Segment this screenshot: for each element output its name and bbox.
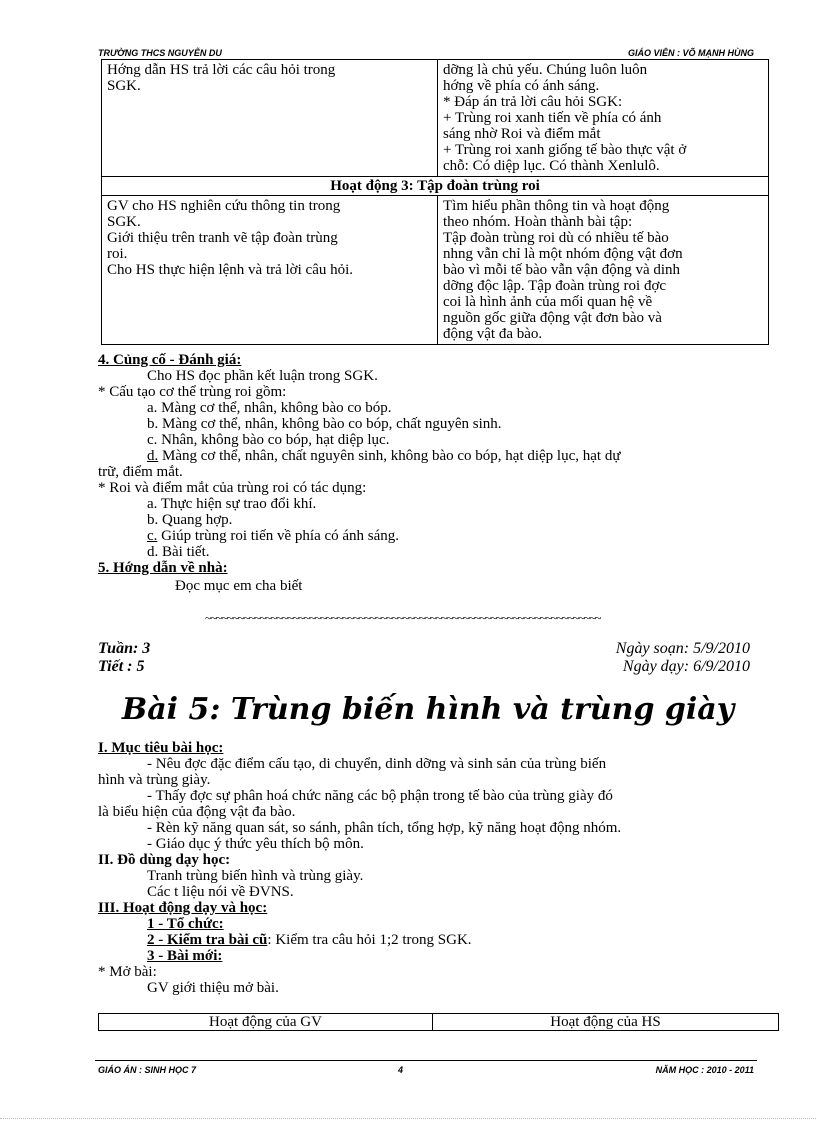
review-intro: Cho HS đọc phần kết luận trong SGK. — [147, 368, 378, 384]
objective-line: - Giáo dục ý thức yêu thích bộ môn. — [147, 836, 364, 852]
cell-line: coi là hình ảnh của mối quan hệ về — [443, 294, 653, 310]
option-1a: a. Màng cơ thể, nhân, không bào co bóp. — [147, 400, 392, 416]
section-5-heading: 5. Hớng dẫn về nhà: — [98, 560, 228, 576]
lesson-title: Bài 5: Trùng biến hình và trùng giày — [121, 692, 735, 727]
table-row — [102, 196, 769, 345]
opening-text: GV giới thiệu mở bài. — [147, 980, 279, 996]
objectives-heading: I. Mục tiêu bài học: — [98, 740, 224, 756]
option-1b: b. Màng cơ thể, nhân, không bào co bóp, chất nguyên sinh. — [147, 416, 502, 432]
hs-column-header: Hoạt động của HS — [433, 1014, 779, 1031]
footer-year: NĂM HỌC : 2010 - 2011 — [655, 1065, 754, 1075]
table-row — [99, 1014, 779, 1031]
footer-rule — [95, 1060, 757, 1061]
activity-3-title: Hoạt động 3: Tập đoàn trùng roi — [102, 177, 769, 196]
activity-header-table — [98, 1013, 779, 1031]
cell-line: dỡng là chủ yếu. Chúng luôn luôn — [443, 62, 648, 78]
cell-line: theo nhóm. Hoàn thành bài tập: — [443, 214, 633, 230]
review-section — [98, 352, 758, 594]
header-school: TRƯỜNG THCS NGUYỄN DU — [98, 48, 222, 58]
check-old-lesson — [98, 932, 758, 948]
page-bottom-edge — [0, 1118, 816, 1119]
cell-line: SGK. — [107, 78, 141, 94]
cell-line: Tập đoàn trùng roi dù có nhiều tế bào — [443, 230, 669, 246]
cell-line: động vật đa bào. — [443, 326, 543, 342]
table-row — [102, 60, 769, 177]
opening-label: * Mở bài: — [98, 964, 157, 980]
cell-line: Cho HS thực hiện lệnh và trả lời câu hỏi. — [107, 262, 354, 278]
option-1d-cont: trữ, điểm mắt. — [98, 464, 183, 480]
option-1d — [98, 448, 758, 464]
cell-line: nhng vẫn chỉ là một nhóm động vật đơn — [443, 246, 683, 262]
cell-line: chỗ: Có diệp lục. Có thành Xenlulô. — [443, 158, 660, 174]
period-label: Tiết : 5 — [98, 658, 145, 675]
footer-subject: GIÁO ÁN : SINH HỌC 7 — [98, 1065, 197, 1075]
cell-line: + Trùng roi xanh giống tế bào thực vật ở — [443, 142, 687, 158]
cell-line: nguồn gốc giữa động vật đơn bào và — [443, 310, 662, 326]
new-lesson-heading: 3 - Bài mới: — [147, 948, 223, 964]
activity-table — [101, 59, 769, 345]
section-4-heading: 4. Củng cố - Đánh giá: — [98, 352, 242, 368]
activities-heading: III. Hoạt động dạy và học: — [98, 900, 268, 916]
page-footer — [98, 1065, 754, 1077]
materials-heading: II. Đồ dùng dạy học: — [98, 852, 231, 868]
cell-line: SGK. — [107, 214, 141, 230]
cell-line: dỡng độc lập. Tập đoàn trùng roi đợc — [443, 278, 667, 294]
separator-line: ~~~~~~~~~~~~~~~~~~~~~~~~~~~~~~~~~~~~~~~~~~~~~~~~~~~~~~~~~~~~~~~~~~~~~~~~ — [205, 611, 601, 625]
hs-cell — [438, 60, 769, 177]
cell-line: bào vì mỗi tế bào vẫn vận động và dinh — [443, 262, 681, 278]
check-heading: 2 - Kiểm tra bài cũ — [147, 932, 268, 948]
option-2a: a. Thực hiện sự trao đổi khí. — [147, 496, 317, 512]
objective-line: - Rèn kỹ năng quan sát, so sánh, phân tích, tổng hợp, kỹ năng hoạt động nhóm. — [147, 820, 622, 836]
check-text: : Kiểm tra câu hỏi 1;2 trong SGK. — [267, 932, 472, 948]
option-2c — [98, 528, 758, 544]
header-teacher: GIÁO VIÊN : VÕ MẠNH HÙNG — [627, 48, 754, 58]
cell-line: sáng nhờ Roi và điểm mắt — [443, 126, 601, 142]
prep-date: Ngày soạn: 5/9/2010 — [615, 640, 750, 657]
cell-line: * Đáp án trả lời câu hỏi SGK: — [443, 94, 623, 110]
option-text: Màng cơ thể, nhân, chất nguyên sinh, không bào co bóp, hạt diệp lục, hạt dự — [158, 448, 621, 464]
answer-letter: d. — [147, 448, 159, 464]
cell-line: Tìm hiểu phần thông tin và hoạt động — [443, 198, 670, 214]
gv-column-header: Hoạt động của GV — [99, 1014, 433, 1031]
cell-line: Hớng dẫn HS trả lời các câu hỏi trong — [107, 62, 336, 78]
cell-line: hớng về phía có ánh sáng. — [443, 78, 600, 94]
gv-cell — [102, 60, 438, 177]
option-2b: b. Quang hợp. — [147, 512, 233, 528]
option-text: Giúp trùng roi tiến về phía có ánh sáng. — [157, 528, 400, 544]
table-row — [102, 177, 769, 196]
cell-line: Giới thiệu trên tranh vẽ tập đoàn trùng — [107, 230, 338, 246]
hs-cell — [438, 196, 769, 345]
objective-line: hình và trùng giày. — [98, 772, 211, 788]
teach-date: Ngày dạy: 6/9/2010 — [622, 658, 750, 675]
cell-line: roi. — [107, 246, 128, 262]
homework-text: Đọc mục em cha biết — [175, 578, 303, 594]
gv-cell — [102, 196, 438, 345]
objective-line: là biểu hiện của động vật đa bào. — [98, 804, 296, 820]
organization-heading: 1 - Tổ chức: — [147, 916, 224, 932]
objective-line: - Nêu đợc đặc điểm cấu tạo, di chuyển, dinh dỡng và sinh sản của trùng biến — [147, 756, 607, 772]
material-line: Tranh trùng biến hình và trùng giày. — [147, 868, 364, 884]
question-1: * Cấu tạo cơ thể trùng roi gồm: — [98, 384, 287, 400]
cell-line: + Trùng roi xanh tiến về phía có ánh — [443, 110, 662, 126]
option-1c: c. Nhân, không bào co bóp, hạt diệp lục. — [147, 432, 390, 448]
week-label: Tuần: 3 — [98, 640, 151, 657]
page-number: 4 — [398, 1065, 404, 1075]
material-line: Các t liệu nói về ĐVNS. — [147, 884, 294, 900]
cell-line: GV cho HS nghiên cứu thông tin trong — [107, 198, 341, 214]
lesson-body — [98, 740, 758, 996]
option-2d: d. Bài tiết. — [147, 544, 210, 560]
answer-letter: c. — [147, 528, 158, 544]
objective-line: - Thấy đợc sự phân hoá chức năng các bộ phận trong tế bào của trùng giày đó — [147, 788, 613, 804]
question-2: * Roi và điểm mắt của trùng roi có tác dụng: — [98, 480, 367, 496]
